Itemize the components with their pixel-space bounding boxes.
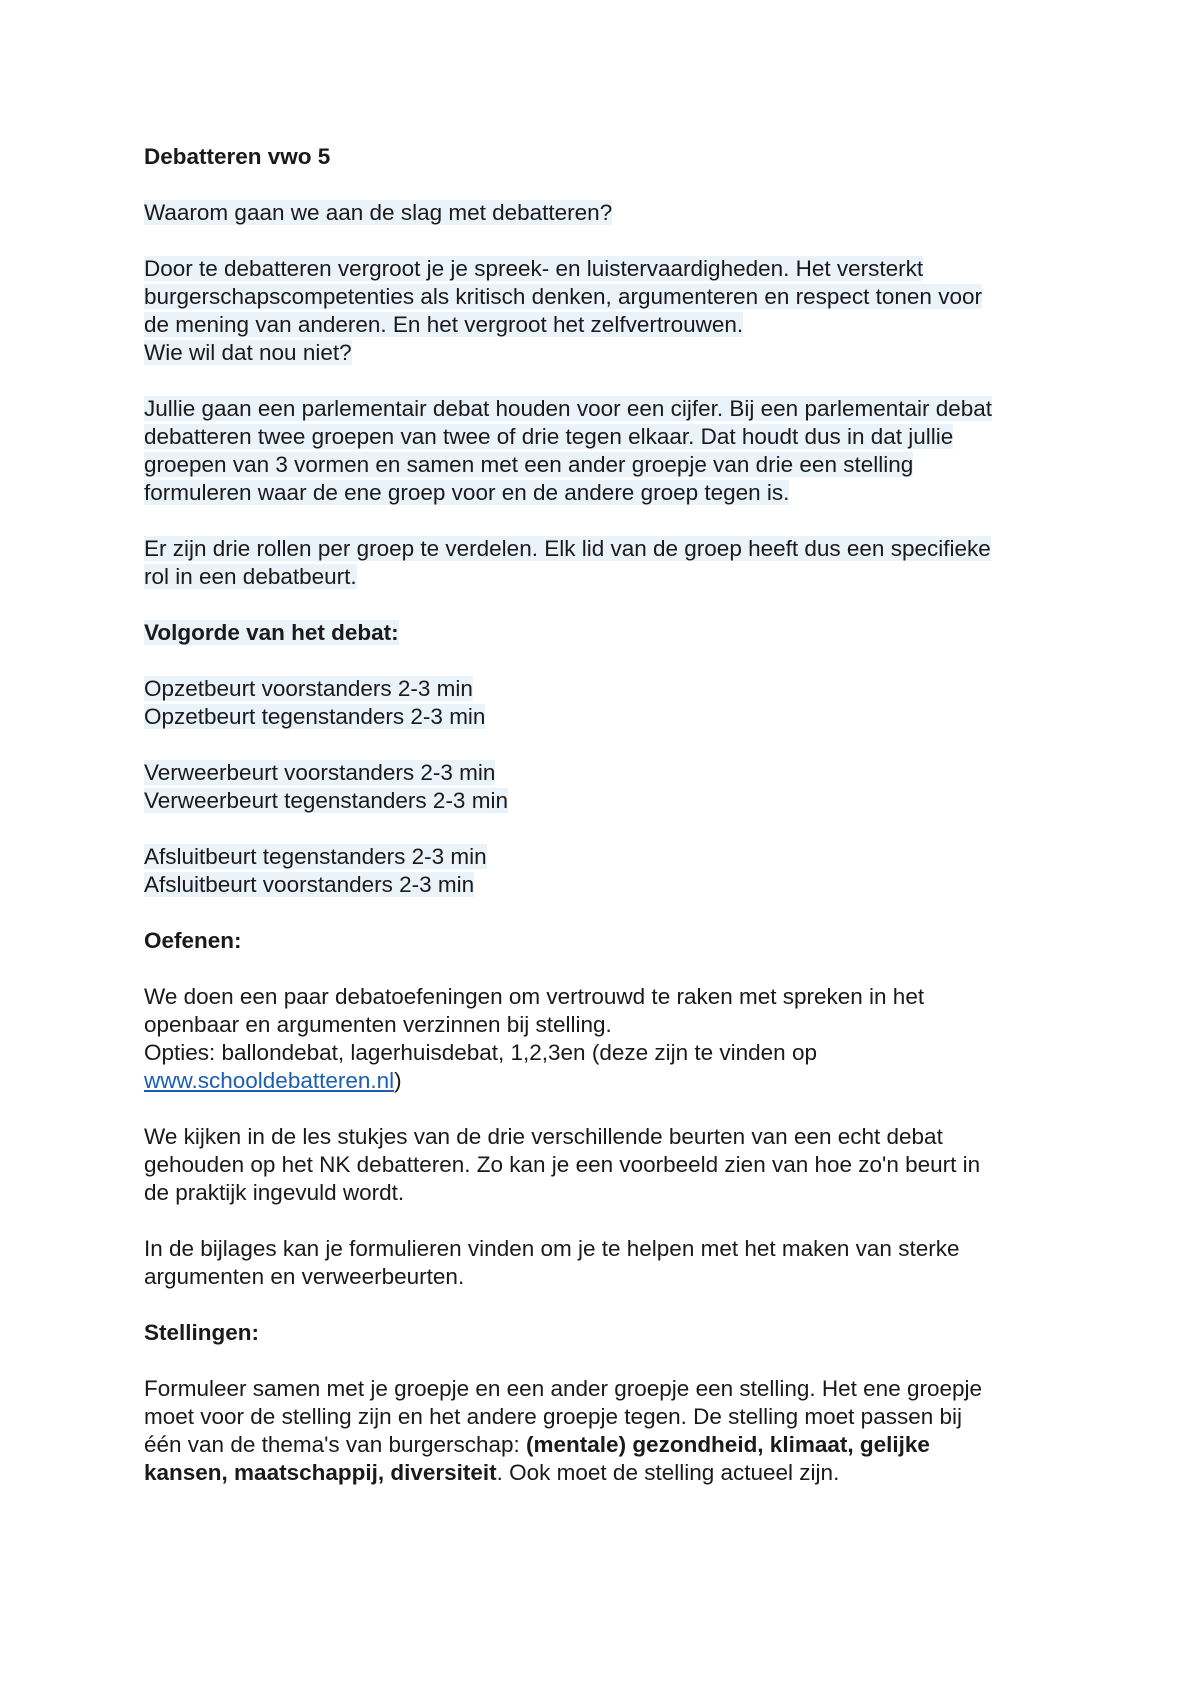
practice-heading-block (144, 927, 1084, 955)
practice-paragraph (144, 983, 1084, 1095)
paragraph-line: argumenten en verweerbeurten. (144, 1264, 465, 1289)
paragraph-line: Er zijn drie rollen per groep te verdelen. Elk lid van de groep heeft dus een specifieke (144, 536, 991, 561)
paragraph-line: groepen van 3 vormen en samen met een ander groepje van drie een stelling (144, 452, 914, 477)
paragraph-line: In de bijlages kan je formulieren vinden om je te helpen met het maken van sterke (144, 1236, 960, 1261)
order-item: Verweerbeurt tegenstanders 2-3 min (144, 788, 508, 813)
attachments-paragraph (144, 1235, 1084, 1291)
paragraph-line: Wie wil dat nou niet? (144, 340, 352, 365)
roles-paragraph (144, 535, 1084, 591)
statements-paragraph (144, 1375, 1084, 1487)
themes-intro-text: één van de thema's van burgerschap: (144, 1432, 527, 1457)
themes-list-bold: kansen, maatschappij, diversiteit (144, 1460, 497, 1485)
order-opzet-group (144, 675, 1084, 731)
intro-question-block (144, 199, 1084, 227)
why-paragraph (144, 255, 1084, 367)
order-item: Opzetbeurt tegenstanders 2-3 min (144, 704, 486, 729)
order-item: Opzetbeurt voorstanders 2-3 min (144, 676, 473, 701)
intro-question: Waarom gaan we aan de slag met debatteren? (144, 200, 613, 225)
paragraph-line: Formuleer samen met je groepje en een ander groepje een stelling. Het ene groepje (144, 1376, 983, 1401)
document-page (144, 143, 1084, 1515)
order-item: Afsluitbeurt voorstanders 2-3 min (144, 872, 475, 897)
statements-heading: Stellingen: (144, 1320, 260, 1345)
statements-heading-block (144, 1319, 1084, 1347)
paragraph-line: Jullie gaan een parlementair debat houden voor een cijfer. Bij een parlementair debat (144, 396, 993, 421)
paragraph-line: burgerschapscompetenties als kritisch denken, argumenteren en respect tonen voor (144, 284, 982, 309)
paragraph-line: de praktijk ingevuld wordt. (144, 1180, 405, 1205)
order-verweer-group (144, 759, 1084, 815)
order-afsluit-group (144, 843, 1084, 899)
paragraph-line: formuleren waar de ene groep voor en de andere groep tegen is. (144, 480, 790, 505)
paragraph-line: openbaar en argumenten verzinnen bij stelling. (144, 1012, 612, 1037)
paragraph-line (144, 1067, 1084, 1095)
order-item: Verweerbeurt voorstanders 2-3 min (144, 760, 496, 785)
paragraph-line: debatteren twee groepen van twee of drie tegen elkaar. Dat houdt dus in dat jullie (144, 424, 954, 449)
themes-outro-text: . Ook moet de stelling actueel zijn. (496, 1460, 840, 1485)
document-title: Debatteren vwo 5 (144, 144, 331, 169)
paragraph-line: Door te debatteren vergroot je je spreek- en luistervaardigheden. Het versterkt (144, 256, 924, 281)
order-item: Afsluitbeurt tegenstanders 2-3 min (144, 844, 487, 869)
themes-list-bold: (mentale) gezondheid, klimaat, gelijke (526, 1432, 930, 1457)
practice-heading: Oefenen: (144, 928, 242, 953)
paragraph-line (144, 1459, 1084, 1487)
paragraph-line: moet voor de stelling zijn en het andere groepje tegen. De stelling moet passen bij (144, 1404, 962, 1429)
debate-intro-paragraph (144, 395, 1084, 507)
paragraph-line: gehouden op het NK debatteren. Zo kan je een voorbeeld zien van hoe zo'n beurt in (144, 1152, 981, 1177)
schooldebatteren-link[interactable]: www.schooldebatteren.nl (144, 1068, 395, 1093)
order-heading-block (144, 619, 1084, 647)
order-heading: Volgorde van het debat: (144, 620, 399, 645)
paragraph-line: We doen een paar debatoefeningen om vertrouwd te raken met spreken in het (144, 984, 925, 1009)
watch-paragraph (144, 1123, 1084, 1207)
document-title-block (144, 143, 1084, 171)
paragraph-line: rol in een debatbeurt. (144, 564, 357, 589)
paragraph-line (144, 1431, 1084, 1459)
paragraph-line: We kijken in de les stukjes van de drie verschillende beurten van een echt debat (144, 1124, 943, 1149)
link-close-paren: ) (394, 1068, 402, 1093)
paragraph-line: de mening van anderen. En het vergroot het zelfvertrouwen. (144, 312, 744, 337)
paragraph-line: Opties: ballondebat, lagerhuisdebat, 1,2,3en (deze zijn te vinden op (144, 1040, 817, 1065)
